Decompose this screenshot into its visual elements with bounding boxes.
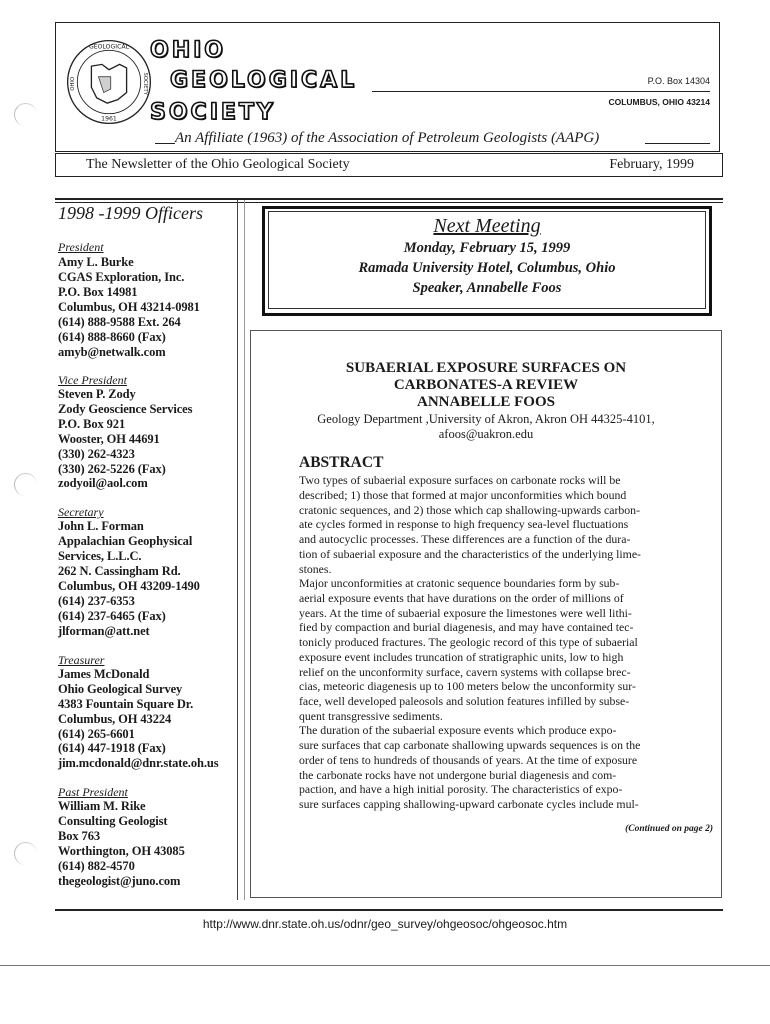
meeting-speaker: Speaker, Annabelle Foos (412, 280, 562, 296)
officer-line: 262 N. Cassingham Rd. (58, 564, 181, 578)
footer-rule (55, 909, 723, 911)
officer-line: Columbus, OH 43214-0981 (58, 300, 200, 314)
hole-punch-mark (14, 473, 37, 496)
abstract-line: face, well developed paleosols and solution features infilled by subse- (299, 694, 630, 708)
next-meeting-heading: Next Meeting (433, 215, 541, 237)
abstract-line: The duration of the subaerial exposure events which produce expo- (299, 723, 617, 737)
affiliate-rule-left (155, 143, 175, 144)
abstract-line: paction, and have a high initial porosity. The characteristics of expo- (299, 782, 623, 796)
abstract-line: cratonic sequences, and 2) those which cap shallowing-upwards carbon- (299, 503, 641, 517)
masthead-rule (372, 91, 710, 92)
officer-line: P.O. Box 14981 (58, 285, 138, 299)
officer-email: thegeologist@juno.com (58, 874, 181, 888)
officer-role: President (58, 240, 104, 254)
masthead-title-ohio: OHIO (150, 38, 227, 63)
abstract-heading: ABSTRACT (299, 454, 384, 471)
affiliate-rule-right (645, 143, 710, 144)
officer-line: Ohio Geological Survey (58, 682, 183, 696)
abstract-line: fied by compaction and burial diagenesis, and may have contained tec- (299, 620, 634, 634)
officer-role: Vice President (58, 373, 127, 387)
officer-line: Columbus, OH 43209-1490 (58, 579, 200, 593)
officer-line: Consulting Geologist (58, 814, 168, 828)
officer-email: jlforman@att.net (58, 624, 150, 638)
officer-role: Secretary (58, 505, 104, 519)
abstract-line: aerial exposure events that have durations on the order of millions of (299, 591, 624, 605)
abstract-line: described; 1) those that formed at major unconformities which bound (299, 488, 627, 502)
continued-note: (Continued on page 2) (625, 824, 713, 834)
abstract-line: tion of subaerial exposure and the characteristics of the underlying lime- (299, 547, 641, 561)
abstract-line: Major unconformities at cratonic sequence boundaries form by sub- (299, 576, 620, 590)
abstract-line: the carbonate rocks have not undergone burial diagenesis and com- (299, 768, 617, 782)
officer-line: James McDonald (58, 667, 150, 681)
website-url[interactable]: http://www.dnr.state.oh.us/odnr/geo_survey/ohgeosoc/ohgeosoc.htm (202, 917, 568, 931)
page-edge-rule (0, 965, 770, 966)
city-state-zip: COLUMBUS, OHIO 43214 (608, 97, 710, 107)
seal-year: 1961 (101, 115, 117, 123)
abstract-line: Two types of subaerial exposure surfaces on carbonate rocks will be (299, 473, 621, 487)
officer-line: (614) 265-6601 (58, 727, 135, 741)
officer-line: (614) 882-4570 (58, 859, 135, 873)
seal-text-top: GEOLOGICAL (88, 43, 130, 51)
officer-line: Steven P. Zody (58, 387, 136, 401)
officer-line: (614) 237-6353 (58, 594, 135, 608)
meeting-date: Monday, February 15, 1999 (403, 240, 571, 256)
hole-punch-mark (14, 842, 37, 865)
article-author: ANNABELLE FOOS (417, 394, 555, 410)
officer-email: amyb@netwalk.com (58, 345, 166, 359)
officer-line: (614) 888-8660 (Fax) (58, 330, 166, 344)
abstract-line: order of tens to hundreds of thousands of years. At the time of exposure (299, 753, 638, 767)
abstract-line: sure surfaces that cap carbonate shallowing upwards sequences is on the (299, 738, 641, 752)
abstract-line: stones. (299, 562, 332, 576)
abstract-line: years. At the time of subaerial exposure the limestones were well lithi- (299, 606, 632, 620)
masthead-title-society: SOCIETY (150, 100, 276, 125)
officer-line: Columbus, OH 43224 (58, 712, 172, 726)
column-divider-inner (244, 200, 245, 900)
officer-email: jim.mcdonald@dnr.state.oh.us (58, 756, 219, 770)
column-divider (237, 200, 238, 900)
officer-line: Amy L. Burke (58, 255, 134, 269)
po-box: P.O. Box 14304 (647, 76, 710, 86)
abstract-line: sure surfaces capping shallowing-upward carbonate cycles include mul- (299, 797, 639, 811)
officer-line: Worthington, OH 43085 (58, 844, 185, 858)
officer-line: Wooster, OH 44691 (58, 432, 160, 446)
newsletter-name: The Newsletter of the Ohio Geological Society (86, 157, 350, 172)
officer-line: (330) 262-5226 (Fax) (58, 462, 166, 476)
article-title-line1: SUBAERIAL EXPOSURE SURFACES ON (345, 360, 627, 376)
officer-line: P.O. Box 921 (58, 417, 126, 431)
officer-line: Appalachian Geophysical (58, 534, 193, 548)
affiliate-line: An Affiliate (1963) of the Association of Petroleum Geologists (AAPG) (175, 130, 600, 146)
officer-line: (614) 237-6465 (Fax) (58, 609, 166, 623)
abstract-line: ate cycles formed in response to high frequency sea-level fluctuations (299, 517, 629, 531)
society-seal-logo (65, 38, 153, 126)
officer-role: Past President (58, 785, 128, 799)
issue-date: February, 1999 (609, 157, 694, 172)
abstract-line: tonicly produced fractures. The geologic record of this type of subaerial (299, 635, 638, 649)
abstract-line: cias, meteoric diagenesis up to 100 meters below the unconformity sur- (299, 679, 636, 693)
masthead-title-geological: GEOLOGICAL (170, 68, 358, 93)
officer-line: Box 763 (58, 829, 101, 843)
officer-line: John L. Forman (58, 519, 144, 533)
seal-text-left: OHIO (69, 76, 76, 91)
officer-role: Treasurer (58, 653, 105, 667)
article-title-line2: CARBONATES-A REVIEW (393, 377, 579, 393)
officer-email: zodyoil@aol.com (58, 476, 148, 490)
officer-line: CGAS Exploration, Inc. (58, 270, 185, 284)
officer-line: (614) 447-1918 (Fax) (58, 741, 166, 755)
section-rule-thick (55, 198, 723, 200)
officer-line: William M. Rike (58, 799, 146, 813)
officer-line: (330) 262-4323 (58, 447, 135, 461)
abstract-line: and autocyclic processes. These differences are a function of the dura- (299, 532, 631, 546)
officer-line: (614) 888-9588 Ext. 264 (58, 315, 181, 329)
officer-line: Zody Geoscience Services (58, 402, 193, 416)
abstract-line: quent transgressive sediments. (299, 709, 443, 723)
officer-line: Services, L.L.C. (58, 549, 142, 563)
officer-line: 4383 Fountain Square Dr. (58, 697, 194, 711)
abstract-line: relief on the unconformity surface, cavern systems with collapse brec- (299, 665, 631, 679)
meeting-place: Ramada University Hotel, Columbus, Ohio (358, 260, 616, 276)
newsletter-bar (55, 153, 723, 177)
author-affiliation: Geology Department ,University of Akron, Akron OH 44325-4101, (317, 412, 655, 426)
officers-title: 1998 -1999 Officers (58, 203, 203, 223)
hole-punch-mark (14, 103, 37, 126)
abstract-line: exposure event includes truncation of stratigraphic units, low to high (299, 650, 624, 664)
author-email: afoos@uakron.edu (438, 427, 534, 441)
seal-text-right: SOCIETY (142, 72, 149, 96)
